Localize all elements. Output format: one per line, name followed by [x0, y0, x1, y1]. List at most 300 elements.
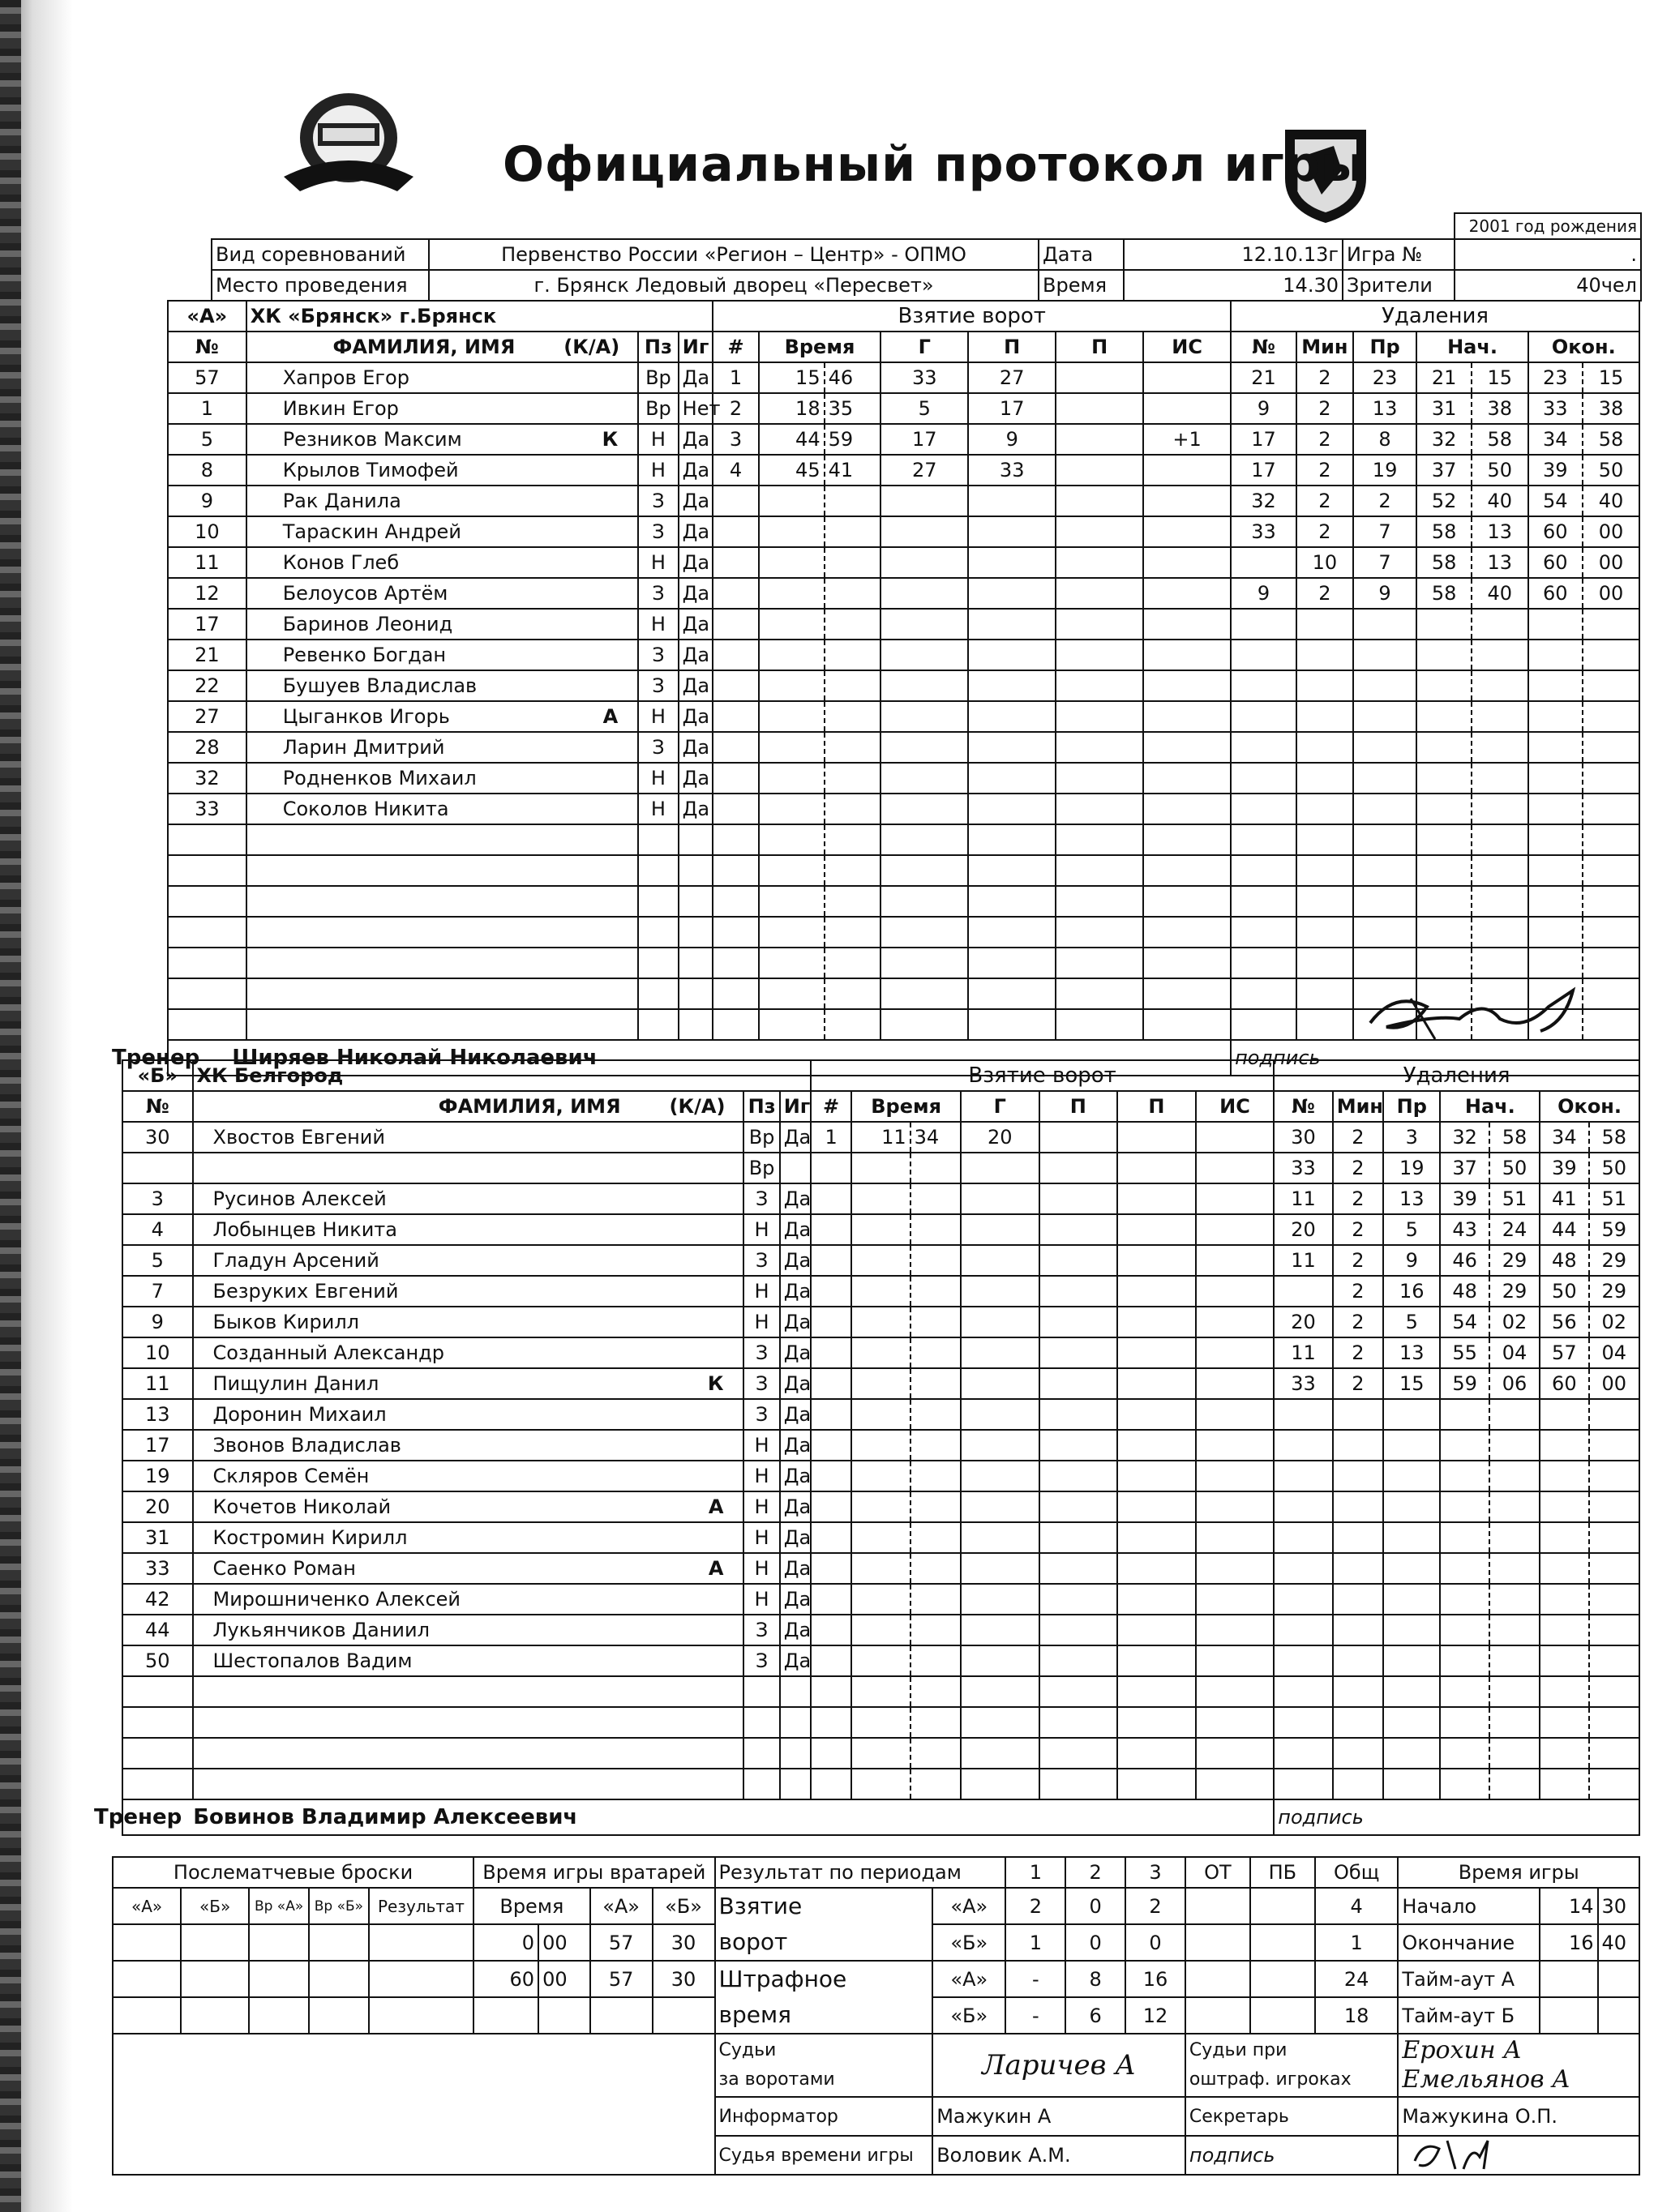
goal-number [811, 1245, 851, 1276]
penalty-end-sec: 38 [1583, 393, 1639, 424]
penalty-start-sec [1472, 732, 1528, 763]
penalty-end-sec [1583, 763, 1639, 794]
goal-number [713, 670, 758, 701]
goal-assist-2 [1056, 855, 1143, 886]
goal-assist-2 [1117, 1738, 1196, 1769]
goalie-time-header: Время игры вратарей [473, 1857, 714, 1888]
penalty-start-min [1416, 917, 1471, 948]
table-row [122, 1122, 1639, 1153]
penalty-reason: 13 [1383, 1183, 1440, 1214]
penalty-minutes [1296, 732, 1353, 763]
goal-scorer [880, 917, 968, 948]
col-pen-no: № [1231, 332, 1296, 362]
goal-assist-1 [968, 794, 1056, 824]
goal-assist-2 [1056, 948, 1143, 978]
pim-b-p3: 12 [1125, 1997, 1185, 2034]
col-pen-end: Окон. [1540, 1091, 1639, 1122]
goal-situation [1196, 1615, 1275, 1645]
penalty-minutes [1333, 1399, 1383, 1430]
goal-situation [1196, 1769, 1275, 1799]
goal-assist-2 [1056, 362, 1143, 393]
goal-situation [1196, 1707, 1275, 1738]
goal-scorer [961, 1676, 1039, 1707]
player-played: Да [780, 1553, 811, 1584]
goal-assist-1: 27 [968, 362, 1056, 393]
goal-scorer [961, 1430, 1039, 1461]
goal-situation [1143, 855, 1231, 886]
player-name [193, 1707, 646, 1738]
table-row [122, 1399, 1639, 1430]
penalty-reason: 9 [1353, 578, 1417, 609]
coach-label: Тренер [112, 1046, 200, 1070]
goal-assist-2 [1117, 1491, 1196, 1522]
penalty-start-min: 55 [1440, 1337, 1489, 1368]
table-row [122, 1307, 1639, 1337]
penalty-start-sec [1489, 1769, 1540, 1799]
goal-minute [851, 1522, 910, 1553]
player-number: 5 [168, 424, 246, 455]
goal-assist-1 [968, 640, 1056, 670]
table-row [168, 547, 1639, 578]
col-pen-start: Нач. [1440, 1091, 1540, 1122]
goal-situation [1196, 1214, 1275, 1245]
player-role [646, 1676, 744, 1707]
penalty-minutes: 2 [1296, 362, 1353, 393]
penalty-end-sec [1583, 794, 1639, 824]
player-played: Да [780, 1584, 811, 1615]
penalty-start-sec: 51 [1489, 1183, 1540, 1214]
player-number [168, 948, 246, 978]
goal-assist-2 [1117, 1461, 1196, 1491]
penalty-player: 11 [1274, 1337, 1332, 1368]
goals-header: Взятие ворот [811, 1060, 1274, 1091]
goal-number [713, 609, 758, 640]
pim-a-pb [1250, 1961, 1315, 1997]
penalty-end-min [1540, 1430, 1588, 1461]
goal-situation [1143, 640, 1231, 670]
penalty-start-sec: 58 [1489, 1122, 1540, 1153]
goals-header: Взятие ворот [713, 301, 1231, 332]
penalty-end-min [1540, 1707, 1588, 1738]
penalty-start-sec: 58 [1472, 424, 1528, 455]
player-number: 30 [122, 1122, 193, 1153]
goal-assist-1: 33 [968, 455, 1056, 486]
penalty-player [1274, 1491, 1332, 1522]
penalty-player [1231, 978, 1296, 1009]
table-row [122, 1738, 1639, 1769]
player-number [168, 1009, 246, 1040]
goal-minute [851, 1214, 910, 1245]
penalty-start-min: 32 [1416, 424, 1471, 455]
birth-year: 2001 год рождения [1455, 213, 1641, 239]
goal-situation [1196, 1245, 1275, 1276]
player-played: Да [679, 424, 713, 455]
penalty-minutes [1296, 640, 1353, 670]
penalty-start-sec [1472, 701, 1528, 732]
goal-assist-2 [1117, 1769, 1196, 1799]
player-played [679, 978, 713, 1009]
goal-assist-1 [1039, 1491, 1118, 1522]
player-number: 21 [168, 640, 246, 670]
goal-second [910, 1491, 961, 1522]
penalty-start-min [1416, 763, 1471, 794]
goal-scorer [961, 1183, 1039, 1214]
penalty-end-min [1540, 1461, 1588, 1491]
col-pen-reason: Пр [1383, 1091, 1440, 1122]
goal-second [825, 1009, 881, 1040]
penalty-minutes [1296, 1009, 1353, 1040]
player-number [168, 978, 246, 1009]
penalty-start-min: 58 [1416, 516, 1471, 547]
goal-scorer [961, 1615, 1039, 1645]
player-position: Н [638, 455, 678, 486]
goal-assist-2 [1056, 516, 1143, 547]
penalty-reason [1353, 948, 1417, 978]
player-name: Родненков Михаил [246, 763, 556, 794]
penalty-minutes: 2 [1333, 1368, 1383, 1399]
table-row [122, 1553, 1639, 1584]
goals-row-label-1: Взятие [718, 1893, 803, 1919]
col-ig: Иг [780, 1091, 811, 1122]
goal-second: 59 [825, 424, 881, 455]
goal-scorer [880, 824, 968, 855]
shootout-col-header: ПБ [1250, 1857, 1315, 1888]
player-number: 32 [168, 763, 246, 794]
player-position: З [638, 732, 678, 763]
player-played: Да [780, 1615, 811, 1645]
goal-second [825, 670, 881, 701]
player-name [193, 1153, 646, 1183]
goal-minute [851, 1769, 910, 1799]
table-row [168, 794, 1639, 824]
goal-number [811, 1645, 851, 1676]
penalty-end-min [1528, 886, 1583, 917]
penalty-player [1231, 640, 1296, 670]
goal-minute: 15 [759, 362, 825, 393]
goal-minute [851, 1584, 910, 1615]
player-number: 13 [122, 1399, 193, 1430]
penalty-reason [1353, 917, 1417, 948]
col-ka-label: (К/А) [563, 336, 620, 358]
goal-situation [1143, 763, 1231, 794]
goal-assist-1 [968, 486, 1056, 516]
gk-a-col: «А» [590, 1888, 653, 1924]
penalty-start-sec: 24 [1489, 1214, 1540, 1245]
player-name: Пищулин Данил [193, 1368, 646, 1399]
penalty-end-min [1540, 1399, 1588, 1430]
penalty-start-sec [1489, 1399, 1540, 1430]
penalty-reason: 16 [1383, 1276, 1440, 1307]
player-name: Безруких Евгений [193, 1276, 646, 1307]
goal-number [713, 763, 758, 794]
goal-minute [851, 1276, 910, 1307]
goal-assist-1 [968, 948, 1056, 978]
player-name: Скляров Семён [193, 1461, 646, 1491]
player-role: А [556, 701, 638, 732]
col-assist-1: П [1039, 1091, 1118, 1122]
penalty-reason [1353, 794, 1417, 824]
goal-second: 41 [825, 455, 881, 486]
player-name: Мирошниченко Алексей [193, 1584, 646, 1615]
goal-scorer [880, 886, 968, 917]
player-position: Н [743, 1553, 779, 1584]
penalty-end-min: 34 [1528, 424, 1583, 455]
player-name: Крылов Тимофей [246, 455, 556, 486]
goal-situation [1196, 1553, 1275, 1584]
player-played: Да [780, 1307, 811, 1337]
penalty-start-sec [1472, 917, 1528, 948]
team-name: ХК Белгород [193, 1060, 811, 1091]
penalty-minutes [1333, 1738, 1383, 1769]
table-row [168, 516, 1639, 547]
penalty-reason [1383, 1707, 1440, 1738]
goal-number [811, 1738, 851, 1769]
player-role [646, 1430, 744, 1461]
goals-a-p1: 2 [1005, 1888, 1065, 1924]
table-row [168, 948, 1639, 978]
goal-situation [1196, 1491, 1275, 1522]
penalty-end-min: 56 [1540, 1307, 1588, 1337]
player-position: Н [743, 1307, 779, 1337]
player-role [556, 670, 638, 701]
penalty-start-sec: 29 [1489, 1245, 1540, 1276]
goal-assist-1 [968, 886, 1056, 917]
timeout-b-label: Тайм-аут Б [1398, 1997, 1539, 2034]
player-number: 42 [122, 1584, 193, 1615]
player-role [556, 794, 638, 824]
penalty-player: 21 [1231, 362, 1296, 393]
player-name: Белоусов Артём [246, 578, 556, 609]
goal-second [910, 1738, 961, 1769]
goal-assist-2 [1056, 578, 1143, 609]
penalty-end-sec: 58 [1583, 424, 1639, 455]
penalty-start-sec [1472, 855, 1528, 886]
player-role [556, 1009, 638, 1040]
goal-situation [1196, 1153, 1275, 1183]
penalty-end-min [1528, 670, 1583, 701]
gk-row-2-sec: 00 [538, 1961, 590, 1997]
player-position: З [743, 1337, 779, 1368]
goal-assist-1 [968, 978, 1056, 1009]
penalty-start-min [1440, 1707, 1489, 1738]
penalty-player [1231, 701, 1296, 732]
penalty-player [1231, 763, 1296, 794]
goal-assist-2 [1117, 1399, 1196, 1430]
penalty-end-min: 39 [1540, 1153, 1588, 1183]
player-number: 10 [122, 1337, 193, 1368]
penalty-player [1231, 670, 1296, 701]
penalty-end-sec [1583, 732, 1639, 763]
player-name: Русинов Алексей [193, 1183, 646, 1214]
goal-assist-2 [1056, 732, 1143, 763]
col-pen-min: Мин [1296, 332, 1353, 362]
goal-situation [1143, 516, 1231, 547]
player-played [780, 1153, 811, 1183]
goal-situation [1196, 1645, 1275, 1676]
penalty-minutes [1296, 763, 1353, 794]
penalty-player [1274, 1676, 1332, 1707]
penalty-reason [1353, 886, 1417, 917]
competition-label: Вид соревнований [212, 239, 429, 270]
player-number [122, 1707, 193, 1738]
col-pen-end: Окон. [1528, 332, 1639, 362]
penalty-start-min [1416, 701, 1471, 732]
penalty-end-sec: 00 [1583, 516, 1639, 547]
penalty-end-sec [1583, 701, 1639, 732]
penalty-player [1231, 855, 1296, 886]
goal-scorer [880, 701, 968, 732]
goal-scorer [880, 609, 968, 640]
goal-scorer [880, 547, 968, 578]
table-row [122, 1491, 1639, 1522]
penalty-end-min [1540, 1491, 1588, 1522]
penalty-end-sec: 58 [1589, 1122, 1640, 1153]
player-played: Да [780, 1368, 811, 1399]
penalty-end-min [1528, 824, 1583, 855]
team-tag: «Б» [122, 1060, 193, 1091]
penalty-player: 32 [1231, 486, 1296, 516]
goal-minute [851, 1183, 910, 1214]
penalty-minutes [1333, 1584, 1383, 1615]
goal-number [811, 1522, 851, 1553]
shootout-gk-a-col: Вр «А» [249, 1888, 309, 1924]
pim-b-tag: «Б» [932, 1997, 1005, 2034]
end-hour: 16 [1540, 1924, 1598, 1961]
player-played: Да [679, 609, 713, 640]
goal-assist-1 [968, 855, 1056, 886]
goal-assist-1 [1039, 1245, 1118, 1276]
coach-name: Бовинов Владимир Алексеевич [193, 1805, 578, 1829]
penalty-minutes [1296, 794, 1353, 824]
gk-row-2-min: 60 [473, 1961, 538, 1997]
goal-situation [1196, 1183, 1275, 1214]
goal-assist-2 [1056, 1009, 1143, 1040]
penalty-start-sec [1489, 1645, 1540, 1676]
penalty-minutes: 2 [1333, 1122, 1383, 1153]
penalty-reason [1353, 701, 1417, 732]
penalty-minutes [1296, 948, 1353, 978]
player-name: Хапров Егор [246, 362, 556, 393]
player-number: 11 [168, 547, 246, 578]
table-row [122, 1153, 1639, 1183]
goal-scorer [961, 1707, 1039, 1738]
goal-situation [1143, 978, 1231, 1009]
period-1-header: 1 [1005, 1857, 1065, 1888]
player-position [743, 1738, 779, 1769]
goal-situation [1143, 609, 1231, 640]
player-played: Да [780, 1122, 811, 1153]
goal-judges-label-1: Судьи [718, 2040, 777, 2060]
penalty-end-min [1540, 1676, 1588, 1707]
start-label: Начало [1398, 1888, 1539, 1924]
goal-situation [1196, 1337, 1275, 1368]
col-assist-2: П [1117, 1091, 1196, 1122]
player-number [168, 917, 246, 948]
penalty-player: 17 [1231, 424, 1296, 455]
penalty-player: 33 [1274, 1153, 1332, 1183]
player-role [556, 547, 638, 578]
pim-row-label-2: время [718, 2001, 791, 2028]
gk-time-col: Время [473, 1888, 590, 1924]
goal-scorer [961, 1153, 1039, 1183]
penalty-end-min [1540, 1584, 1588, 1615]
goal-scorer [961, 1276, 1039, 1307]
goal-minute [759, 886, 825, 917]
secretary-signature-label: подпись [1185, 2136, 1399, 2175]
goal-number [811, 1553, 851, 1584]
penalty-end-min: 60 [1540, 1368, 1588, 1399]
player-position: З [638, 670, 678, 701]
player-role [556, 948, 638, 978]
table-row [122, 1645, 1639, 1676]
player-number [122, 1153, 193, 1183]
goal-assist-2 [1056, 824, 1143, 855]
goal-minute: 11 [851, 1122, 910, 1153]
penalty-start-min [1440, 1522, 1489, 1553]
penalty-start-min [1416, 886, 1471, 917]
goal-assist-1 [1039, 1615, 1118, 1645]
venue-label: Место проведения [212, 270, 429, 301]
time-value: 14.30 [1124, 270, 1343, 301]
penalty-reason [1383, 1769, 1440, 1799]
player-position: Вр [638, 393, 678, 424]
player-name: Быков Кирилл [193, 1307, 646, 1337]
penalty-player [1231, 732, 1296, 763]
penalty-start-min: 58 [1416, 547, 1471, 578]
player-number: 22 [168, 670, 246, 701]
player-played: Нет [679, 393, 713, 424]
goal-minute [759, 763, 825, 794]
goal-second [825, 701, 881, 732]
penalty-end-sec [1589, 1584, 1640, 1615]
player-number: 57 [168, 362, 246, 393]
penalty-minutes [1296, 670, 1353, 701]
penalty-start-sec [1472, 886, 1528, 917]
penalty-end-sec [1583, 855, 1639, 886]
goal-number [811, 1153, 851, 1183]
table-row [168, 393, 1639, 424]
goal-minute [851, 1491, 910, 1522]
coach-signature-label: подпись [1231, 1040, 1639, 1076]
player-position: Вр [638, 362, 678, 393]
goal-situation [1143, 917, 1231, 948]
penalty-start-min: 48 [1440, 1276, 1489, 1307]
player-role [646, 1522, 744, 1553]
penalty-end-sec: 00 [1583, 547, 1639, 578]
goal-assist-1 [1039, 1461, 1118, 1491]
goal-number [811, 1307, 851, 1337]
goals-row-label-2: ворот [718, 1928, 788, 1955]
player-role [646, 1769, 744, 1799]
informer-value: Мажукин А [932, 2097, 1185, 2136]
goal-assist-1 [968, 609, 1056, 640]
penalty-end-min: 39 [1528, 455, 1583, 486]
shootout-header: Послематчевые броски [113, 1857, 473, 1888]
penalty-end-sec [1589, 1430, 1640, 1461]
goal-minute [851, 1676, 910, 1707]
shootout-a-col: «А» [113, 1888, 181, 1924]
goal-situation [1143, 486, 1231, 516]
penalty-start-min [1416, 948, 1471, 978]
coach-name: Ширяев Николай Николаевич [232, 1046, 598, 1070]
goal-assist-2 [1056, 455, 1143, 486]
goal-scorer [961, 1337, 1039, 1368]
goal-assist-1 [968, 763, 1056, 794]
penalty-reason: 15 [1383, 1368, 1440, 1399]
goal-minute [759, 794, 825, 824]
penalty-minutes: 2 [1296, 393, 1353, 424]
table-row [122, 1276, 1639, 1307]
